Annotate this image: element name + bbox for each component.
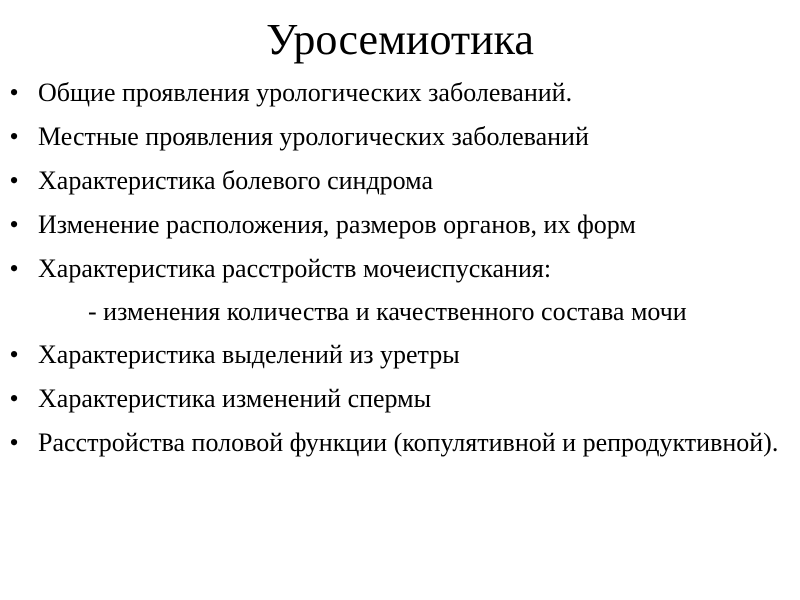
bullet-icon: •: [9, 384, 19, 413]
bullet-icon: •: [9, 78, 19, 107]
list-item-text: Изменение расположения, размеров органов, их форм: [38, 210, 636, 239]
slide-title: Уросемиотика: [266, 15, 534, 64]
list-item: [0, 166, 780, 196]
list-item: [0, 122, 780, 152]
list-item: [0, 428, 780, 458]
bullet-icon: •: [9, 210, 19, 239]
list-item-text: Характеристика расстройств мочеиспускания:: [38, 254, 552, 283]
list-item-text: Характеристика выделений из уретры: [38, 340, 460, 369]
list-item: [0, 78, 780, 108]
list-item-text: Общие проявления урологических заболеваний.: [38, 78, 573, 107]
bullet-icon: •: [9, 166, 19, 195]
list-item: [0, 210, 780, 240]
bullet-icon: •: [9, 254, 19, 283]
bullet-icon: •: [9, 428, 19, 457]
list-item: [0, 384, 780, 414]
list-item: [0, 340, 780, 370]
list-item-text: Расстройства половой функции (копулятивной и репродуктивной).: [38, 428, 779, 457]
sub-list-item: - изменения количества и качественного состава мочи: [88, 297, 687, 326]
list-item-text: Характеристика изменений спермы: [38, 384, 432, 413]
bullet-icon: •: [9, 340, 19, 369]
list-item-text: Местные проявления урологических заболеваний: [38, 122, 589, 151]
bullet-icon: •: [9, 122, 19, 151]
list-item: [0, 254, 780, 284]
bullet-list: [0, 78, 780, 472]
list-item-text: Характеристика болевого синдрома: [38, 166, 433, 195]
